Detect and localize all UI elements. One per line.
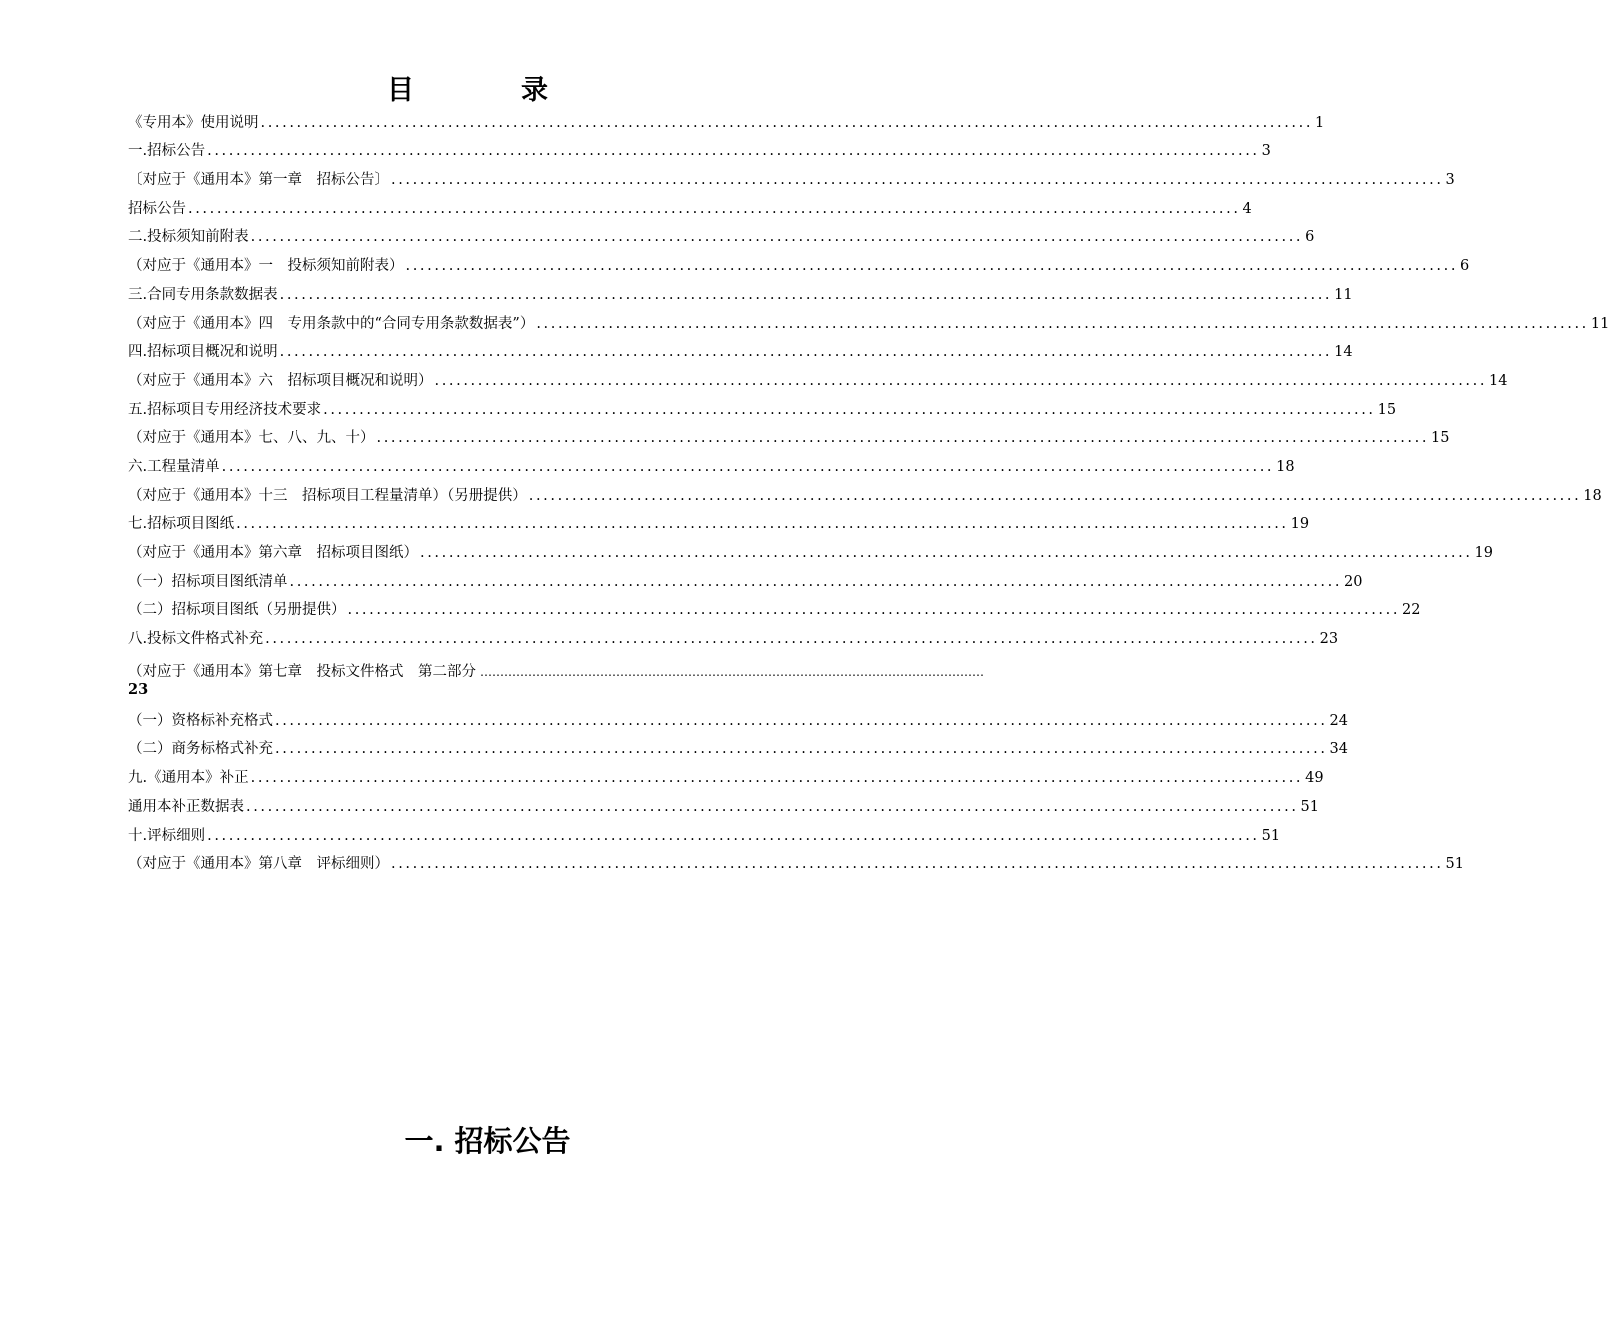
toc-label: 商务标格式补充	[171, 741, 273, 758]
leader-dots: ..................................................................................................................................................	[275, 712, 1328, 729]
toc-label: 招标项目概况和说明	[147, 344, 278, 361]
toc-label: 招标项目图纸	[147, 516, 235, 533]
toc-entry[interactable]	[128, 701, 1348, 730]
toc-label: （对应于《通用本》第七章 投标文件格式 第二部分	[128, 664, 476, 681]
toc-entry[interactable]	[128, 619, 1339, 648]
toc-label: 资格标补充格式	[171, 712, 273, 729]
toc-entry[interactable]	[128, 218, 1315, 247]
toc-page-number: 18	[1276, 458, 1295, 475]
toc-label: 合同专用条款数据表	[147, 286, 278, 303]
toc-entry[interactable]	[128, 189, 1252, 218]
toc-page-number: 4	[1242, 200, 1252, 217]
toc-entry[interactable]	[128, 361, 1508, 390]
leader-dots: ..................................................................................................................................................	[434, 372, 1488, 389]
toc-page-number: 51	[1261, 827, 1281, 844]
toc-page-number: 11	[1590, 315, 1609, 332]
toc-label: （对应于《通用本》四 专用条款中的“合同专用条款数据表”）	[128, 315, 535, 332]
toc-number: （一）	[128, 712, 172, 729]
leader-dots: ..................................................................................................................................................	[265, 631, 1318, 648]
toc-page-number: 19	[1290, 516, 1310, 533]
toc-label: 投标文件格式补充	[147, 631, 264, 648]
toc-number: 三.	[128, 286, 148, 303]
leader-dots: ..................................................................................................................................................	[420, 545, 1473, 561]
toc-entry[interactable]	[128, 816, 1281, 845]
toc-page-number: 51	[1445, 856, 1464, 873]
toc-entry[interactable]	[128, 533, 1493, 562]
toc-entry[interactable]	[128, 390, 1397, 419]
toc-label: （对应于《通用本》七、八、九、十）	[128, 430, 375, 447]
toc-page-number: 14	[1334, 344, 1353, 361]
toc-number: （二）	[128, 741, 172, 758]
toc-label: 〔对应于《通用本》第一章 招标公告〕	[128, 172, 389, 189]
toc-page-number: 18	[1583, 487, 1602, 504]
toc-page-number: 23	[128, 681, 149, 699]
toc-entry[interactable]	[128, 787, 1319, 816]
toc-entry[interactable]	[128, 758, 1324, 787]
toc-page-number: 1	[1315, 114, 1325, 131]
toc-entry[interactable]	[128, 419, 1450, 448]
toc-number: 二.	[128, 229, 148, 246]
toc-entry[interactable]	[128, 103, 1325, 132]
toc-page-number: 3	[1445, 172, 1455, 189]
toc-label: 招标公告	[128, 200, 186, 217]
toc-number: 五.	[128, 401, 148, 418]
leader-dots: ..................................................................................................................................................	[250, 229, 1304, 246]
toc-entry[interactable]	[128, 246, 1470, 275]
leader-dots: ..................................................................................................................................................	[250, 770, 1304, 787]
leader-dots: ..................................................................................................................................................	[260, 114, 1314, 131]
toc-page-number: 20	[1344, 573, 1363, 590]
toc-page-number: 11	[1334, 286, 1353, 303]
toc-label: （对应于《通用本》第六章 招标项目图纸）	[128, 545, 418, 561]
toc-entry[interactable]	[128, 132, 1271, 161]
toc-number: 六.	[128, 458, 148, 475]
leader-dots: ..................................................................................................................................................	[275, 741, 1328, 758]
leader-dots: ..................................................................................................................................................	[188, 200, 1241, 217]
toc-entry[interactable]	[128, 160, 1455, 189]
toc-page-number: 15	[1377, 401, 1397, 418]
toc-entry[interactable]	[128, 505, 1310, 534]
toc-label: 评标细则	[147, 827, 206, 844]
leader-dots: ..................................................................................................................................................	[236, 516, 1289, 533]
toc-number: 一.	[128, 143, 148, 160]
toc-number: （二）	[128, 602, 172, 619]
leader-dots: ..................................................................................................................................................	[528, 487, 1582, 504]
toc-entry[interactable]	[128, 476, 1602, 505]
toc-label: （对应于《通用本》第八章 评标细则）	[128, 856, 389, 873]
toc-entry[interactable]	[128, 562, 1363, 591]
toc-label: 投标须知前附表	[147, 229, 249, 246]
toc-entry[interactable]	[128, 447, 1295, 476]
toc-label: （对应于《通用本》十三 招标项目工程量清单）（另册提供）	[128, 487, 527, 504]
toc-number: 八.	[128, 631, 148, 648]
toc-label: 招标公告	[147, 143, 206, 160]
toc-label: 通用本补正数据表	[128, 798, 244, 815]
toc-entry[interactable]	[128, 730, 1348, 759]
toc-page-number: 19	[1474, 545, 1493, 561]
leader-dots: ..................................................................................................................................................	[405, 258, 1459, 275]
toc-entry[interactable]	[128, 275, 1353, 304]
toc-page-number: 22	[1402, 602, 1421, 619]
toc-entry[interactable]	[128, 304, 1609, 333]
toc-entry[interactable]	[128, 845, 1464, 874]
leader-dots: ………………………………………………………………………………………………………………	[480, 665, 984, 680]
leader-dots: ..................................................................................................................................................	[376, 430, 1430, 447]
toc-label: 招标项目图纸清单	[171, 573, 288, 590]
leader-dots: ..................................................................................................................................................	[536, 315, 1589, 332]
toc-entry[interactable]	[128, 333, 1353, 362]
toc-page-number: 6	[1305, 229, 1315, 246]
section-heading: 一. 招标公告	[404, 1124, 571, 1158]
toc-page-number: 24	[1329, 712, 1348, 729]
leader-dots: ..................................................................................................................................................	[279, 344, 1333, 361]
toc-entry[interactable]	[128, 648, 984, 681]
toc-page-number: 3	[1261, 143, 1271, 160]
page-title: 目 录	[387, 75, 588, 106]
toc-page-number: 15	[1431, 430, 1450, 447]
toc-number: 四.	[128, 344, 148, 361]
leader-dots: ..................................................................................................................................................	[246, 798, 1299, 815]
leader-dots: ..................................................................................................................................................	[289, 573, 1343, 590]
toc-label: （对应于《通用本》一 投标须知前附表）	[128, 258, 404, 275]
toc-number: 七.	[128, 516, 148, 533]
toc-label: 工程量清单	[147, 458, 220, 475]
toc-label: 《专用本》使用说明	[128, 114, 259, 131]
toc-page-number: 49	[1305, 770, 1324, 787]
table-of-contents	[128, 103, 1609, 873]
leader-dots: ..................................................................................................................................................	[207, 143, 1260, 160]
toc-number: 十.	[128, 827, 148, 844]
toc-page-number: 14	[1489, 372, 1508, 389]
leader-dots: ..................................................................................................................................................	[323, 401, 1376, 418]
toc-page-number: 34	[1329, 741, 1348, 758]
leader-dots: ..................................................................................................................................................	[391, 172, 1444, 189]
leader-dots: ..................................................................................................................................................	[391, 856, 1444, 873]
leader-dots: ..................................................................................................................................................	[279, 286, 1333, 303]
leader-dots: ..................................................................................................................................................	[207, 827, 1260, 844]
toc-page-number: 51	[1300, 798, 1319, 815]
toc-label: 招标项目图纸（另册提供）	[171, 602, 346, 619]
toc-number: （一）	[128, 573, 172, 590]
toc-label: （对应于《通用本》六 招标项目概况和说明）	[128, 372, 433, 389]
toc-label: 招标项目专用经济技术要求	[147, 401, 322, 418]
toc-page-number: 6	[1460, 258, 1470, 275]
leader-dots: ..................................................................................................................................................	[347, 602, 1401, 619]
toc-number: 九.	[128, 770, 148, 787]
leader-dots: ..................................................................................................................................................	[221, 458, 1275, 475]
toc-label: 《通用本》补正	[147, 770, 249, 787]
toc-entry[interactable]	[128, 591, 1421, 620]
toc-page-number: 23	[1319, 631, 1339, 648]
